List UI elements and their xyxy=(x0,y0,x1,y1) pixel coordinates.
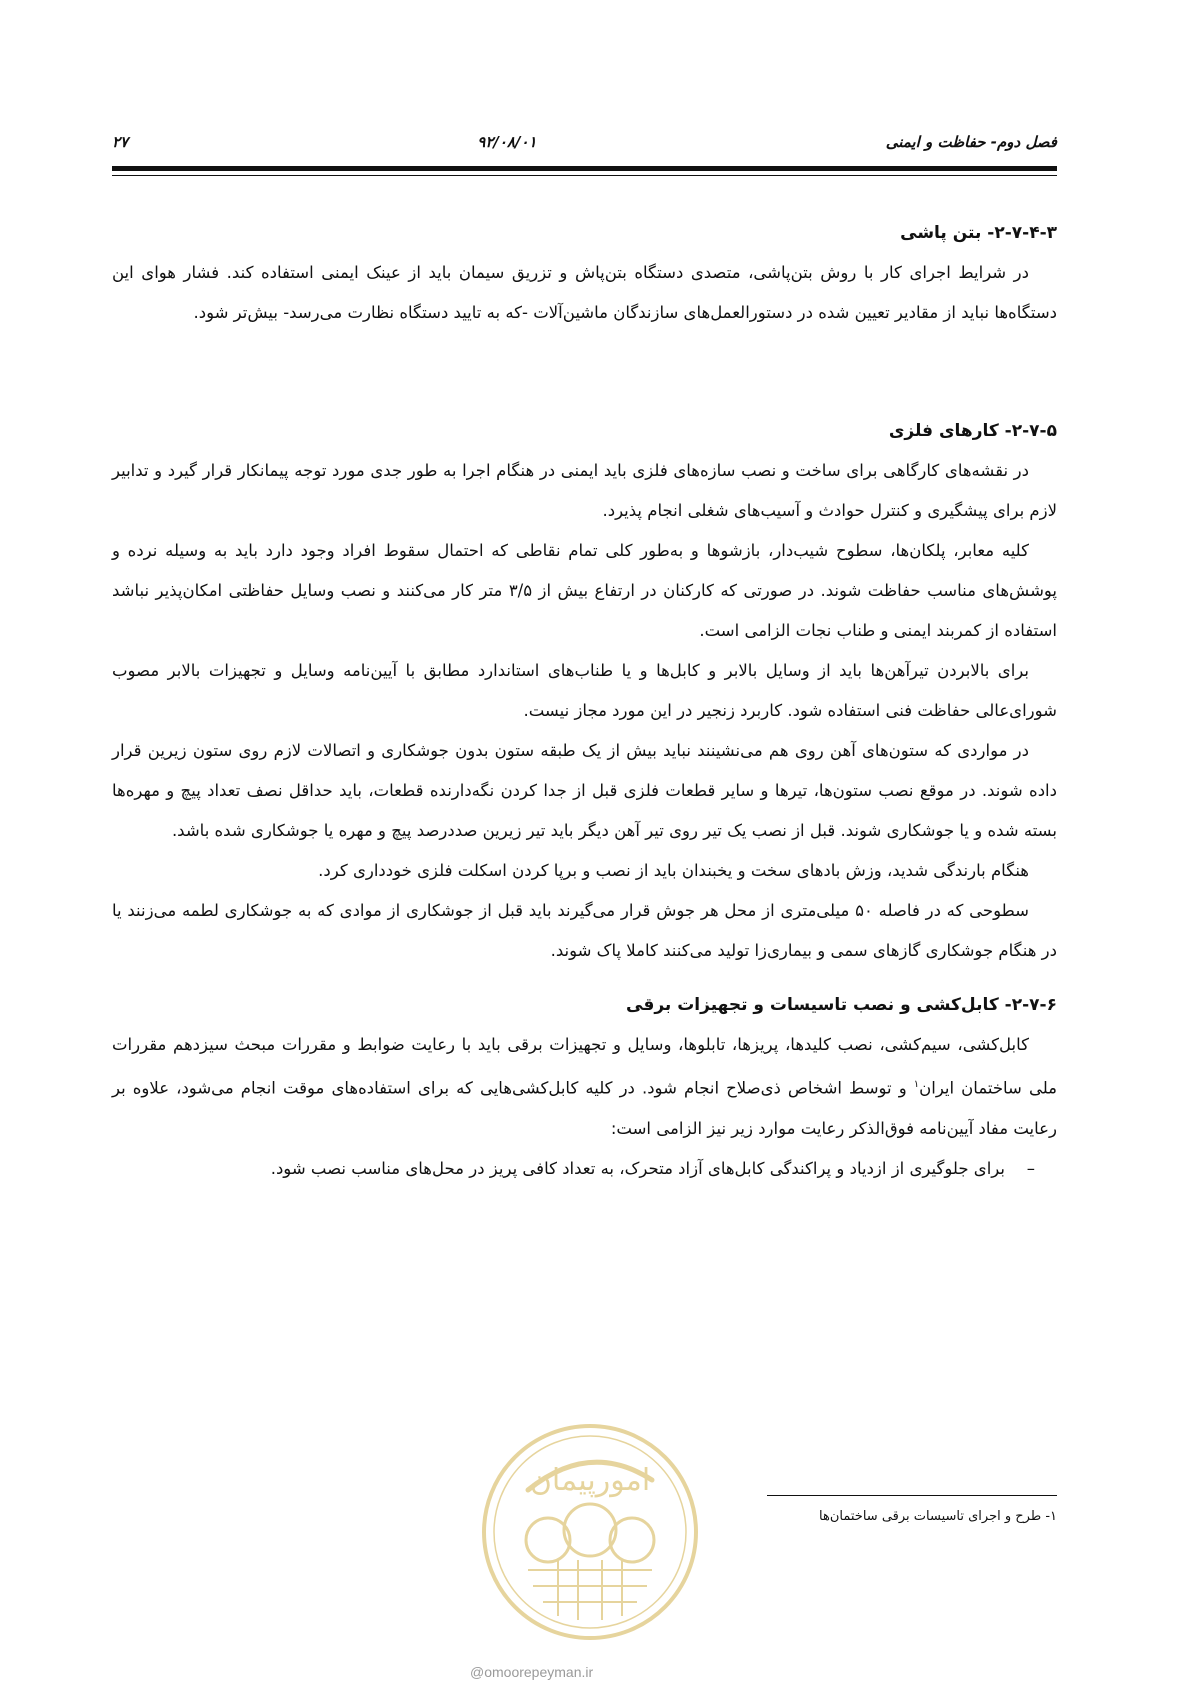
section-shotcrete xyxy=(112,213,1057,411)
paragraph: در نقشه‌های کارگاهی برای ساخت و نصب سازه‌های فلزی باید ایمنی در هنگام اجرا به طور جدی مورد توجه پیمانکار قرار گیرد و تدابیر لازم برای پیشگیری و کنترل حوادث و آسیب‌های شغلی انجام پذیرد. xyxy=(112,461,1057,520)
watermark-text: @omoorepeyman.ir xyxy=(470,1664,594,1680)
section-electrical xyxy=(112,985,1057,1189)
section-heading: ۲-۷-۵- کارهای فلزی xyxy=(888,421,1057,441)
section-heading: ۲-۷-۴-۳- بتن پاشی xyxy=(900,223,1057,243)
paragraph: کلیه معابر، پلکان‌ها، سطوح شیب‌دار، بازشوها و به‌طور کلی تمام نقاطی که احتمال سقوط افراد وجود دارد باید به وسیله نرده و پوشش‌های مناسب حفاظت شوند. در صورتی که کارکنان در ارتفاع بیش از ۳/۵ متر کار می‌کنند و نصب وسایل حفاظتی امکان‌پذیر نباشد استفاده از کمربند ایمنی و طناب نجات الزامی است. xyxy=(112,541,1058,640)
footnote: ۱- طرح و اجرای تاسیسات برقی ساختمان‌ها xyxy=(819,1509,1057,1524)
paragraph-part: و توسط اشخاص ذی‌صلاح انجام شود. در کلیه کابل‌کشی‌هایی که برای استفاده‌های موقت انجام می‌شود، علاوه بر رعایت مفاد آیین‌نامه فوق‌الذکر رعایت موارد زیر نیز الزامی است: xyxy=(112,1078,1057,1138)
paragraph: برای بالابردن تیرآهن‌ها باید از وسایل بالابر و کابل‌ها و یا طناب‌های استاندارد مطابق با آیین‌نامه وسایل و تجهیزات بالابر مصوب شورای‌عالی حفاظت فنی استفاده شود. کاربرد زنجیر در این مورد مجاز نیست. xyxy=(112,661,1057,720)
paragraph: در شرایط اجرای کار با روش بتن‌پاشی، متصدی دستگاه بتن‌پاش و تزریق سیمان باید از عینک ایمنی استفاده کند. فشار هوای این دستگاه‌ها نباید از مقادیر تعیین شده در دستورالعمل‌های سازندگان ماشین‌آلات -که به تایید دستگاه نظارت می‌رسد- بیش‌تر شود. xyxy=(112,263,1057,322)
paragraph-part: کابل‌کشی، سیم‌کشی، نصب کلیدها، پریزها، تابلوها، وسایل و تجهیزات برقی باید با رعایت ضوابط و مقررات مبحث سیزدهم مقررات ملی ساختمان ایران xyxy=(112,1035,1058,1098)
bullet-item xyxy=(112,1149,1057,1189)
chapter-title: فصل دوم- حفاظت و ایمنی xyxy=(885,133,1057,151)
footnote-ref: ۱ xyxy=(913,1079,920,1090)
section-heading: ۲-۷-۶- کابل‌کشی و نصب تاسیسات و تجهیزات برقی xyxy=(626,995,1057,1015)
paragraph: هنگام بارندگی شدید، وزش بادهای سخت و یخبندان باید از نصب و برپا کردن اسکلت فلزی خودداری کرد. xyxy=(318,861,1029,880)
publisher-stamp-logo xyxy=(478,1420,702,1644)
stamp-text: امورپیمان xyxy=(529,1463,651,1498)
header-date: ۹۲/۰۸/۰۱ xyxy=(477,133,537,151)
section-metal-works xyxy=(112,411,1057,971)
paragraph: سطوحی که در فاصله ۵۰ میلی‌متری از محل هر جوش قرار می‌گیرند باید قبل از جوشکاری از موادی که به جوشکاری لطمه می‌زنند یا در هنگام جوشکاری گازهای سمی و بیماری‌زا تولید می‌کنند کاملا پاک شوند. xyxy=(112,901,1057,960)
footnote-rule xyxy=(767,1495,1057,1496)
header-rule-thick xyxy=(112,166,1057,171)
bullet-dash: – xyxy=(1026,1158,1035,1178)
paragraph: در مواردی که ستون‌های آهن روی هم می‌نشینند نباید بیش از یک طبقه ستون بدون جوشکاری و اتصالات لازم روی ستون زیرین قرار داده شوند. در موقع نصب ستون‌ها، تیرها و سایر قطعات فلزی قبل از جدا کردن نگه‌دارنده قطعات، باید حداقل نصف تعداد پیچ و مهره‌ها بسته شده و یا جوشکاری شوند. قبل از نصب یک تیر روی تیر آهن دیگر باید تیر زیرین صددرصد پیچ و مهره یا جوشکاری شده باشد. xyxy=(112,741,1057,840)
body-content xyxy=(112,213,1057,1189)
page-number: ۲۷ xyxy=(112,133,129,151)
page-header xyxy=(112,128,1057,156)
bullet-text: برای جلوگیری از ازدیاد و پراکندگی کابل‌های آزاد متحرک، به تعداد کافی پریز در محل‌های مناسب نصب شود. xyxy=(270,1158,1005,1178)
header-rule-thin xyxy=(112,175,1057,176)
paragraph xyxy=(112,1025,1057,1149)
